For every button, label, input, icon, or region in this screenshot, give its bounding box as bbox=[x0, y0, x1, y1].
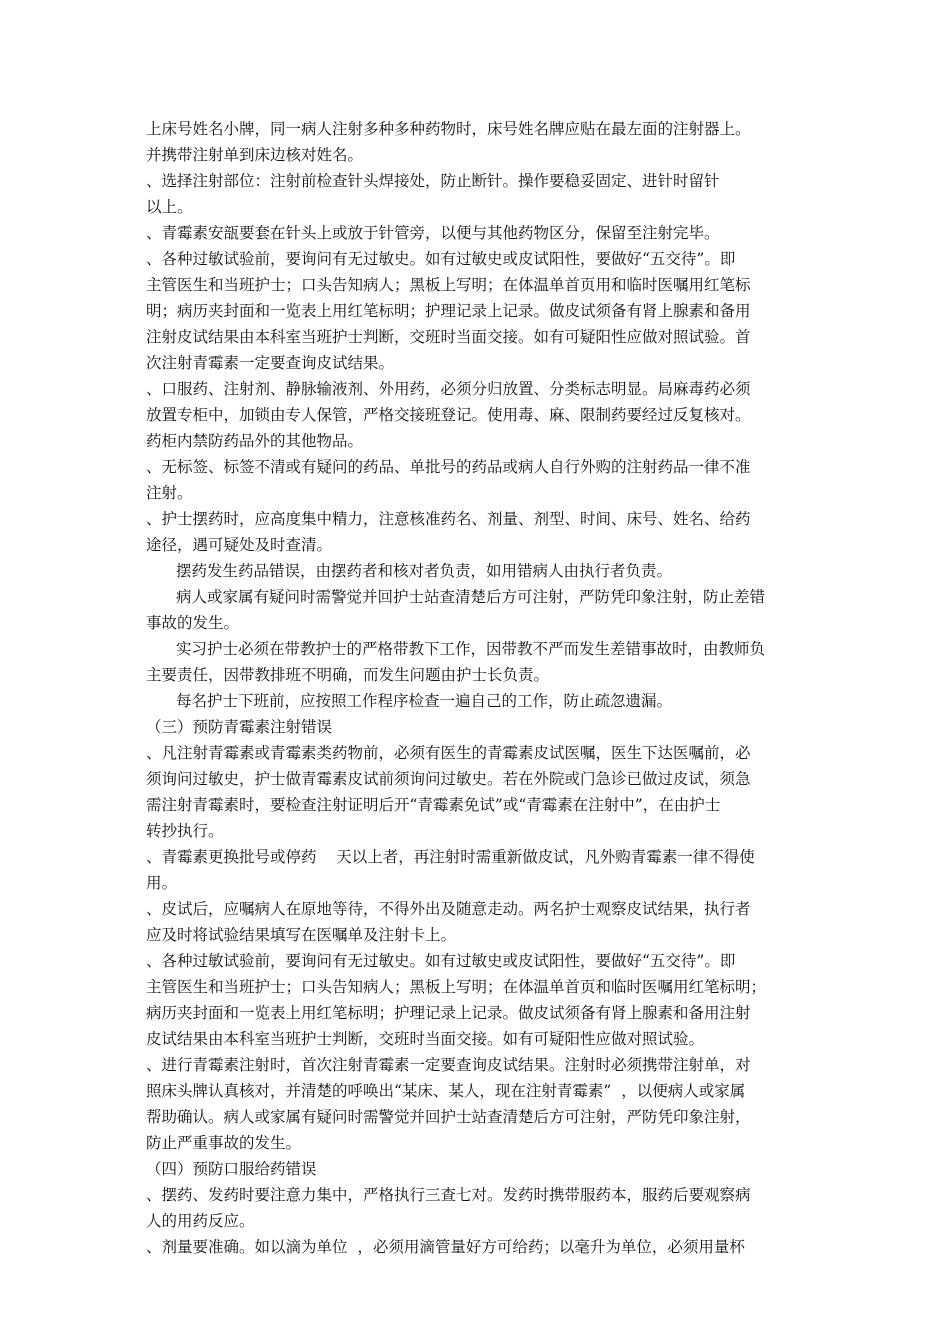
text-line: 放置专柜中，加锁由专人保管，严格交接班登记。使用毒、麻、限制药要经过反复核对。 bbox=[146, 406, 751, 424]
text-line: 药柜内禁防药品外的其他物品。 bbox=[146, 432, 364, 450]
text-line: 注射。 bbox=[146, 484, 193, 502]
text-line: 并携带注射单到床边核对姓名。 bbox=[146, 146, 364, 164]
text-line: 、剂量要准确。如以滴为单位 ，必须用滴管量好方可给药；以毫升为单位，必须用量杯 bbox=[146, 1238, 745, 1256]
text-line: 、凡注射青霉素或青霉素类药物前，必须有医生的青霉素皮试医嘱，医生下达医嘱前，必 bbox=[146, 744, 751, 762]
text-line: 事故的发生。 bbox=[146, 614, 240, 632]
text-line: 注射皮试结果由本科室当班护士判断，交班时当面交接。如有可疑阳性应做对照试验。首 bbox=[146, 328, 751, 346]
text-line: 、选择注射部位：注射前检查针头焊接处，防止断针。操作要稳妥固定、进针时留针 bbox=[146, 172, 720, 190]
text-line: 途径，遇可疑处及时查清。 bbox=[146, 536, 333, 554]
text-line: 需注射青霉素时，要检查注射证明后开“青霉素免试”或“青霉素在注射中”，在由护士 bbox=[146, 796, 721, 814]
text-line: 主要责任，因带教排班不明确，而发生问题由护士长负责。 bbox=[146, 666, 550, 684]
text-line: 用。 bbox=[146, 874, 178, 892]
text-line: 、摆药、发药时要注意力集中，严格执行三查七对。发药时携带服药本，服药后要观察病 bbox=[146, 1186, 751, 1204]
text-line: 每名护士下班前，应按照工作程序检查一遍自己的工作，防止疏忽遗漏。 bbox=[176, 692, 673, 710]
text-line: 实习护士必须在带教护士的严格带教下工作，因带教不严而发生差错事故时，由教师负 bbox=[176, 640, 766, 658]
text-line: 主管医生和当班护士；口头告知病人；黑板上写明；在体温单首页用和临时医嘱用红笔标 bbox=[146, 276, 751, 294]
text-line: 、各种过敏试验前，要询问有无过敏史。如有过敏史或皮试阳性，要做好“五交待”。即 bbox=[146, 952, 736, 970]
text-line: 转抄执行。 bbox=[146, 822, 224, 840]
text-line: 以上。 bbox=[146, 198, 193, 216]
document-body bbox=[146, 116, 814, 1260]
text-line: 摆药发生药品错误，由摆药者和核对者负责，如用错病人由执行者负责。 bbox=[176, 562, 673, 580]
text-line: 皮试结果由本科室当班护士判断，交班时当面交接。如有可疑阳性应做对照试验。 bbox=[146, 1030, 705, 1048]
text-line: 、青霉素安瓿要套在针头上或放于针管旁，以便与其他药物区分，保留至注射完毕。 bbox=[146, 224, 720, 242]
text-line: 明；病历夹封面和一览表上用红笔标明；护理记录上记录。做皮试须备有肾上腺素和备用 bbox=[146, 302, 751, 320]
text-line: 、进行青霉素注射时，首次注射青霉素一定要查询皮试结果。注射时必须携带注射单，对 bbox=[146, 1056, 751, 1074]
section-heading: （三）预防青霉素注射错误 bbox=[146, 718, 333, 736]
text-line: 、护士摆药时，应高度集中精力，注意核准药名、剂量、剂型、时间、床号、姓名、给药 bbox=[146, 510, 751, 528]
text-line: 病历夹封面和一览表上用红笔标明；护理记录上记录。做皮试须备有肾上腺素和备用注射 bbox=[146, 1004, 751, 1022]
text-line: 照床头牌认真核对，并清楚的呼唤出“某床、某人，现在注射青霉素” ，以便病人或家属 bbox=[146, 1082, 746, 1100]
text-line: 防止严重事故的发生。 bbox=[146, 1134, 302, 1152]
text-line: 次注射青霉素一定要查询皮试结果。 bbox=[146, 354, 395, 372]
text-line: 、青霉素更换批号或停药 天以上者，再注射时需重新做皮试，凡外购青霉素一律不得使 bbox=[146, 848, 755, 866]
text-line: 病人或家属有疑问时需警觉并回护士站查清楚后方可注射，严防凭印象注射，防止差错 bbox=[176, 588, 766, 606]
text-line: 、口服药、注射剂、静脉输液剂、外用药，必须分归放置、分类标志明显。局麻毒药必须 bbox=[146, 380, 751, 398]
section-heading: （四）预防口服给药错误 bbox=[146, 1160, 317, 1178]
text-line: 主管医生和当班护士；口头告知病人；黑板上写明；在体温单首页和临时医嘱用红笔标明； bbox=[146, 978, 767, 996]
text-line: 、无标签、标签不清或有疑问的药品、单批号的药品或病人自行外购的注射药品一律不准 bbox=[146, 458, 751, 476]
text-line: 、皮试后，应嘱病人在原地等待，不得外出及随意走动。两名护士观察皮试结果，执行者 bbox=[146, 900, 751, 918]
text-line: 上床号姓名小牌，同一病人注射多种多种药物时，床号姓名牌应贴在最左面的注射器上。 bbox=[146, 120, 751, 138]
text-line: 人的用药反应。 bbox=[146, 1212, 255, 1230]
text-line: 须询问过敏史，护士做青霉素皮试前须询问过敏史。若在外院或门急诊已做过皮试，须急 bbox=[146, 770, 751, 788]
text-line: 应及时将试验结果填写在医嘱单及注射卡上。 bbox=[146, 926, 457, 944]
text-line: 帮助确认。病人或家属有疑问时需警觉并回护士站查清楚后方可注射，严防凭印象注射， bbox=[146, 1108, 751, 1126]
text-line: 、各种过敏试验前，要询问有无过敏史。如有过敏史或皮试阳性，要做好“五交待”。即 bbox=[146, 250, 736, 268]
